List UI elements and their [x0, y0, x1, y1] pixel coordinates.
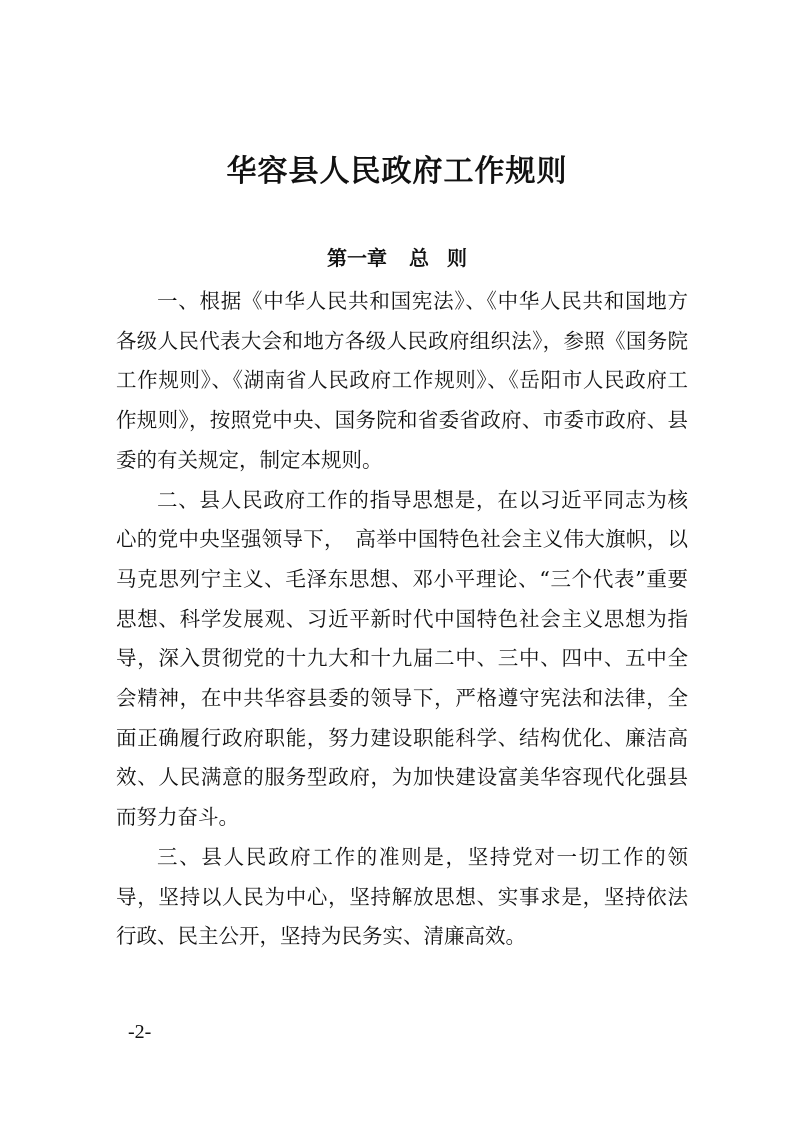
chapter-number: 第一章 — [327, 246, 387, 270]
article-paragraph-3: 三、县人民政府工作的准则是，坚持党对一切工作的领导，坚持以人民为中心，坚持解放思想、实事求是，坚持依法行政、民主公开，坚持为民务实、清廉高效。 — [116, 844, 688, 949]
chapter-body — [116, 282, 688, 957]
article-paragraph-2: 二、县人民政府工作的指导思想是，在以习近平同志为核心的党中央坚强领导下， 高举中国特色社会主义伟大旗帜，以马克思列宁主义、毛泽东思想、邓小平理论、“三个代表”重要思想、科学发展观、习近平新时代中国特色社会主义思想为指导，深入贯彻党的十九大和十九届二中、三中、四中、五中全会精神，在中共华容县委的领导下，严格遵守宪法和法律，全面正确履行政府职能，努力建设职能科学、结构优化、廉洁高效、人民满意的服务型政府，为加快建设富美华容现代化强县而努力奋斗。 — [116, 487, 688, 830]
chapter-name-part2: 则 — [447, 246, 467, 270]
article-paragraph-1: 一、根据《中华人民共和国宪法》、《中华人民共和国地方各级人民代表大会和地方各级人民政府组织法》，参照《国务院工作规则》、《湖南省人民政府工作规则》、《岳阳市人民政府工作规则》，按照党中央、国务院和省委省政府、市委市政府、县委的有关规定，制定本规则。 — [116, 289, 688, 472]
chapter-name-part1: 总 — [409, 246, 429, 270]
chapter-heading — [0, 240, 794, 276]
document-title: 华容县人民政府工作规则 — [226, 154, 568, 189]
page-number: -2- — [128, 1021, 152, 1043]
